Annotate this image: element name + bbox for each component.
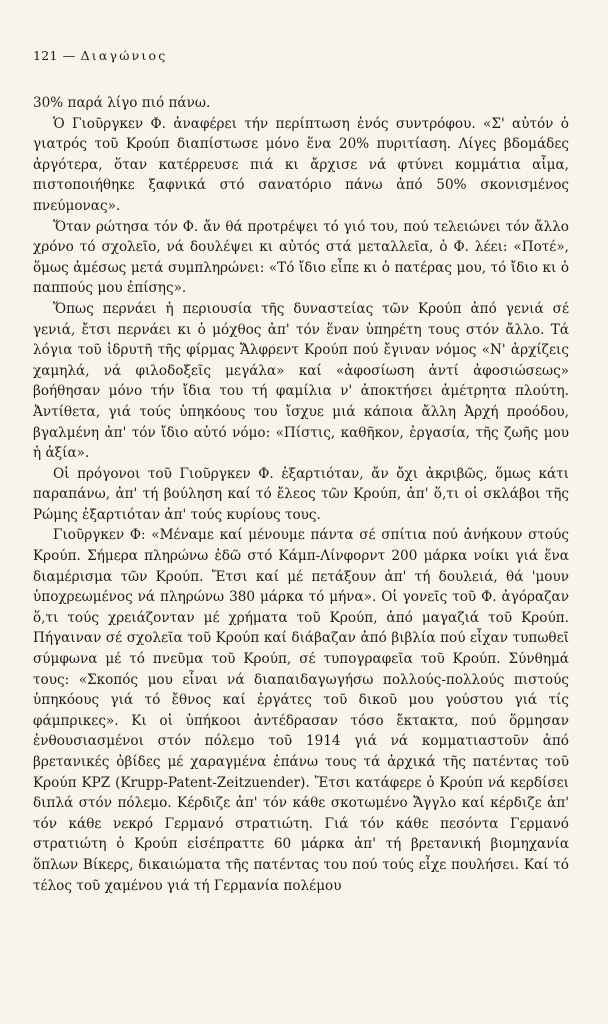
running-title: Διαγώνιος [80, 48, 168, 63]
paragraph-5: Οἱ πρόγονοι τοῦ Γιοῦργκεν Φ. ἐξαρτιόταν, ἄν ὄχι ἀκριβῶς, ὅμως κάτι παραπάνω, ἀπ' τή βούληση καί τό ἔλεος τῶν Κρούπ, ἀπ' ὅ,τι οἱ σκλάβοι τῆς Ρώμης ἐξαρτιόταν ἀπ' τούς κυρίους τους. [33, 465, 569, 523]
body-text [33, 93, 569, 896]
paragraph-1: 30% παρά λίγο πιό πάνω. [33, 95, 211, 111]
paragraph-3: Ὅταν ρώτησα τόν Φ. ἄν θά προτρέψει τό γιό του, πού τελειώνει τόν ἄλλο χρόνο τό σχολεῖο, νά δουλέψει κι αὐτός στά μεταλλεῖα, ὁ Φ. λέει: «Ποτέ», ὅμως ἀμέσως μετά συμπληρώνει: «Τό ἴδιο εἶπε κι ὁ πατέρας μου, τό ἴδιο κι ὁ παππούς μου ἐπίσης». [33, 218, 569, 297]
running-header [33, 48, 167, 63]
header-separator: — [62, 48, 76, 63]
page-number: 121 [33, 48, 58, 63]
paragraph-4: Ὅπως περνάει ἡ περιουσία τῆς δυναστείας τῶν Κρούπ ἀπό γενιά σέ γενιά, ἔτσι περνάει κι ὁ μόχθος ἀπ' τόν ἕναν ὑπηρέτη τους στόν ἄλλο. Τά λόγια τοῦ ἱδρυτῆ τῆς φίρμας Ἄλφρεντ Κρούπ πού ἔγιναν νόμος «Ν' ἀρχίζεις χαμηλά, νά φιλοδοξεῖς μεγάλα» καί «ἀφοσίωση ἀντί ἀφοσιώσεως» βοήθησαν μόνο τήν ἴδια του τή φαμίλια ν' ἀποκτήσει ἀμέτρητα πλούτη. Ἀντίθετα, γιά τούς ὑπηκόους του ἴσχυε μιά κάποια ἄλλη Ἀρχή προόδου, βγαλμένη ἀπ' τόν ἴδιο αὐτό νόμο: «Πίστις, καθῆκον, ἐργασία, τῆς ζωῆς μου ἡ ἀξία». [33, 300, 569, 462]
paragraph-2: Ὁ Γιοῦργκεν Φ. ἀναφέρει τήν περίπτωση ἑνός συντρόφου. «Σ' αὐτόν ὁ γιατρός τοῦ Κρούπ διαπίστωσε μόνο ἕνα 20% πυριτίαση. Λίγες βδομάδες ἀργότερα, ὅταν κατέρρευσε πιά κι ἄρχισε νά φτύνει κομμάτια αἷμα, πιστοποιήθηκε ξαφνικά στό σανατόριο πάνω ἀπό 50% σκονισμένος πνεύμονας». [33, 115, 569, 214]
paragraph-6: Γιοῦργκεν Φ: «Μέναμε καί μένουμε πάντα σέ σπίτια πού ἀνήκουν στούς Κρούπ. Σήμερα πληρώνω ἐδῶ στό Κάμπ-Λίνφορντ 200 μάρκα νοίκι γιά ἕνα διαμέρισμα τῶν Κρούπ. Ἔτσι καί μέ πετάξουν ἀπ' τή δουλειά, θά 'μουν ὑποχρεωμένος νά πληρώνω 380 μάρκα τό μήνα». Οἱ γονεῖς τοῦ Φ. ἀγόραζαν ὅ,τι τούς χρειάζονταν μέ χρήματα τοῦ Κρούπ, ἀπό μαγαζιά τοῦ Κρούπ. Πήγαιναν σέ σχολεῖα τοῦ Κρούπ καί διάβαζαν ἀπό βιβλία πού εἶχαν τυπωθεῖ σύμφωνα μέ τό πνεῦμα τοῦ Κρούπ, σέ τυπογραφεῖα τοῦ Κρούπ. Σύνθημά τους: «Σκοπός μου εἶναι νά διαπαιδαγωγήσω πολλούς-πολλούς πιστούς ὑπηκόους γιά τό ἔθνος καί ἐργάτες τοῦ δικοῦ μου γούστου γιά τίς φάμπρικες». Κι οἱ ὑπήκοοι ἀντέδρασαν τόσο ἔκτακτα, πού ὅρμησαν ἐνθουσιασμένοι στόν πόλεμο τοῦ 1914 γιά νά κομματιαστοῦν ἀπό βρετανικές ὀβίδες μέ χαραγμένα ἐπάνω τους τά ἀρχικά τῆς πατέντας τοῦ Κρούπ KPZ (Krupp-Patent-Zeitzuender). Ἔτσι κατάφερε ὁ Κρούπ νά κερδίσει διπλά στόν πόλεμο. Κέρδιζε ἀπ' τόν κάθε σκοτωμένο Ἄγγλο καί κέρδιζε ἀπ' τόν κάθε νεκρό Γερμανό στρατιώτη. Γιά τόν κάθε πεσόντα Γερμανό στρατιώτη ὁ Κρούπ εἰσέπραττε 60 μάρκα ἀπ' τή βρετανική βιομηχανία ὅπλων Βίκερς, δικαιώματα τῆς πατέντας του πού τούς εἶχε πουλήσει. Καί τό τέλος τοῦ χαμένου γιά τή Γερμανία πολέμου [33, 527, 569, 894]
